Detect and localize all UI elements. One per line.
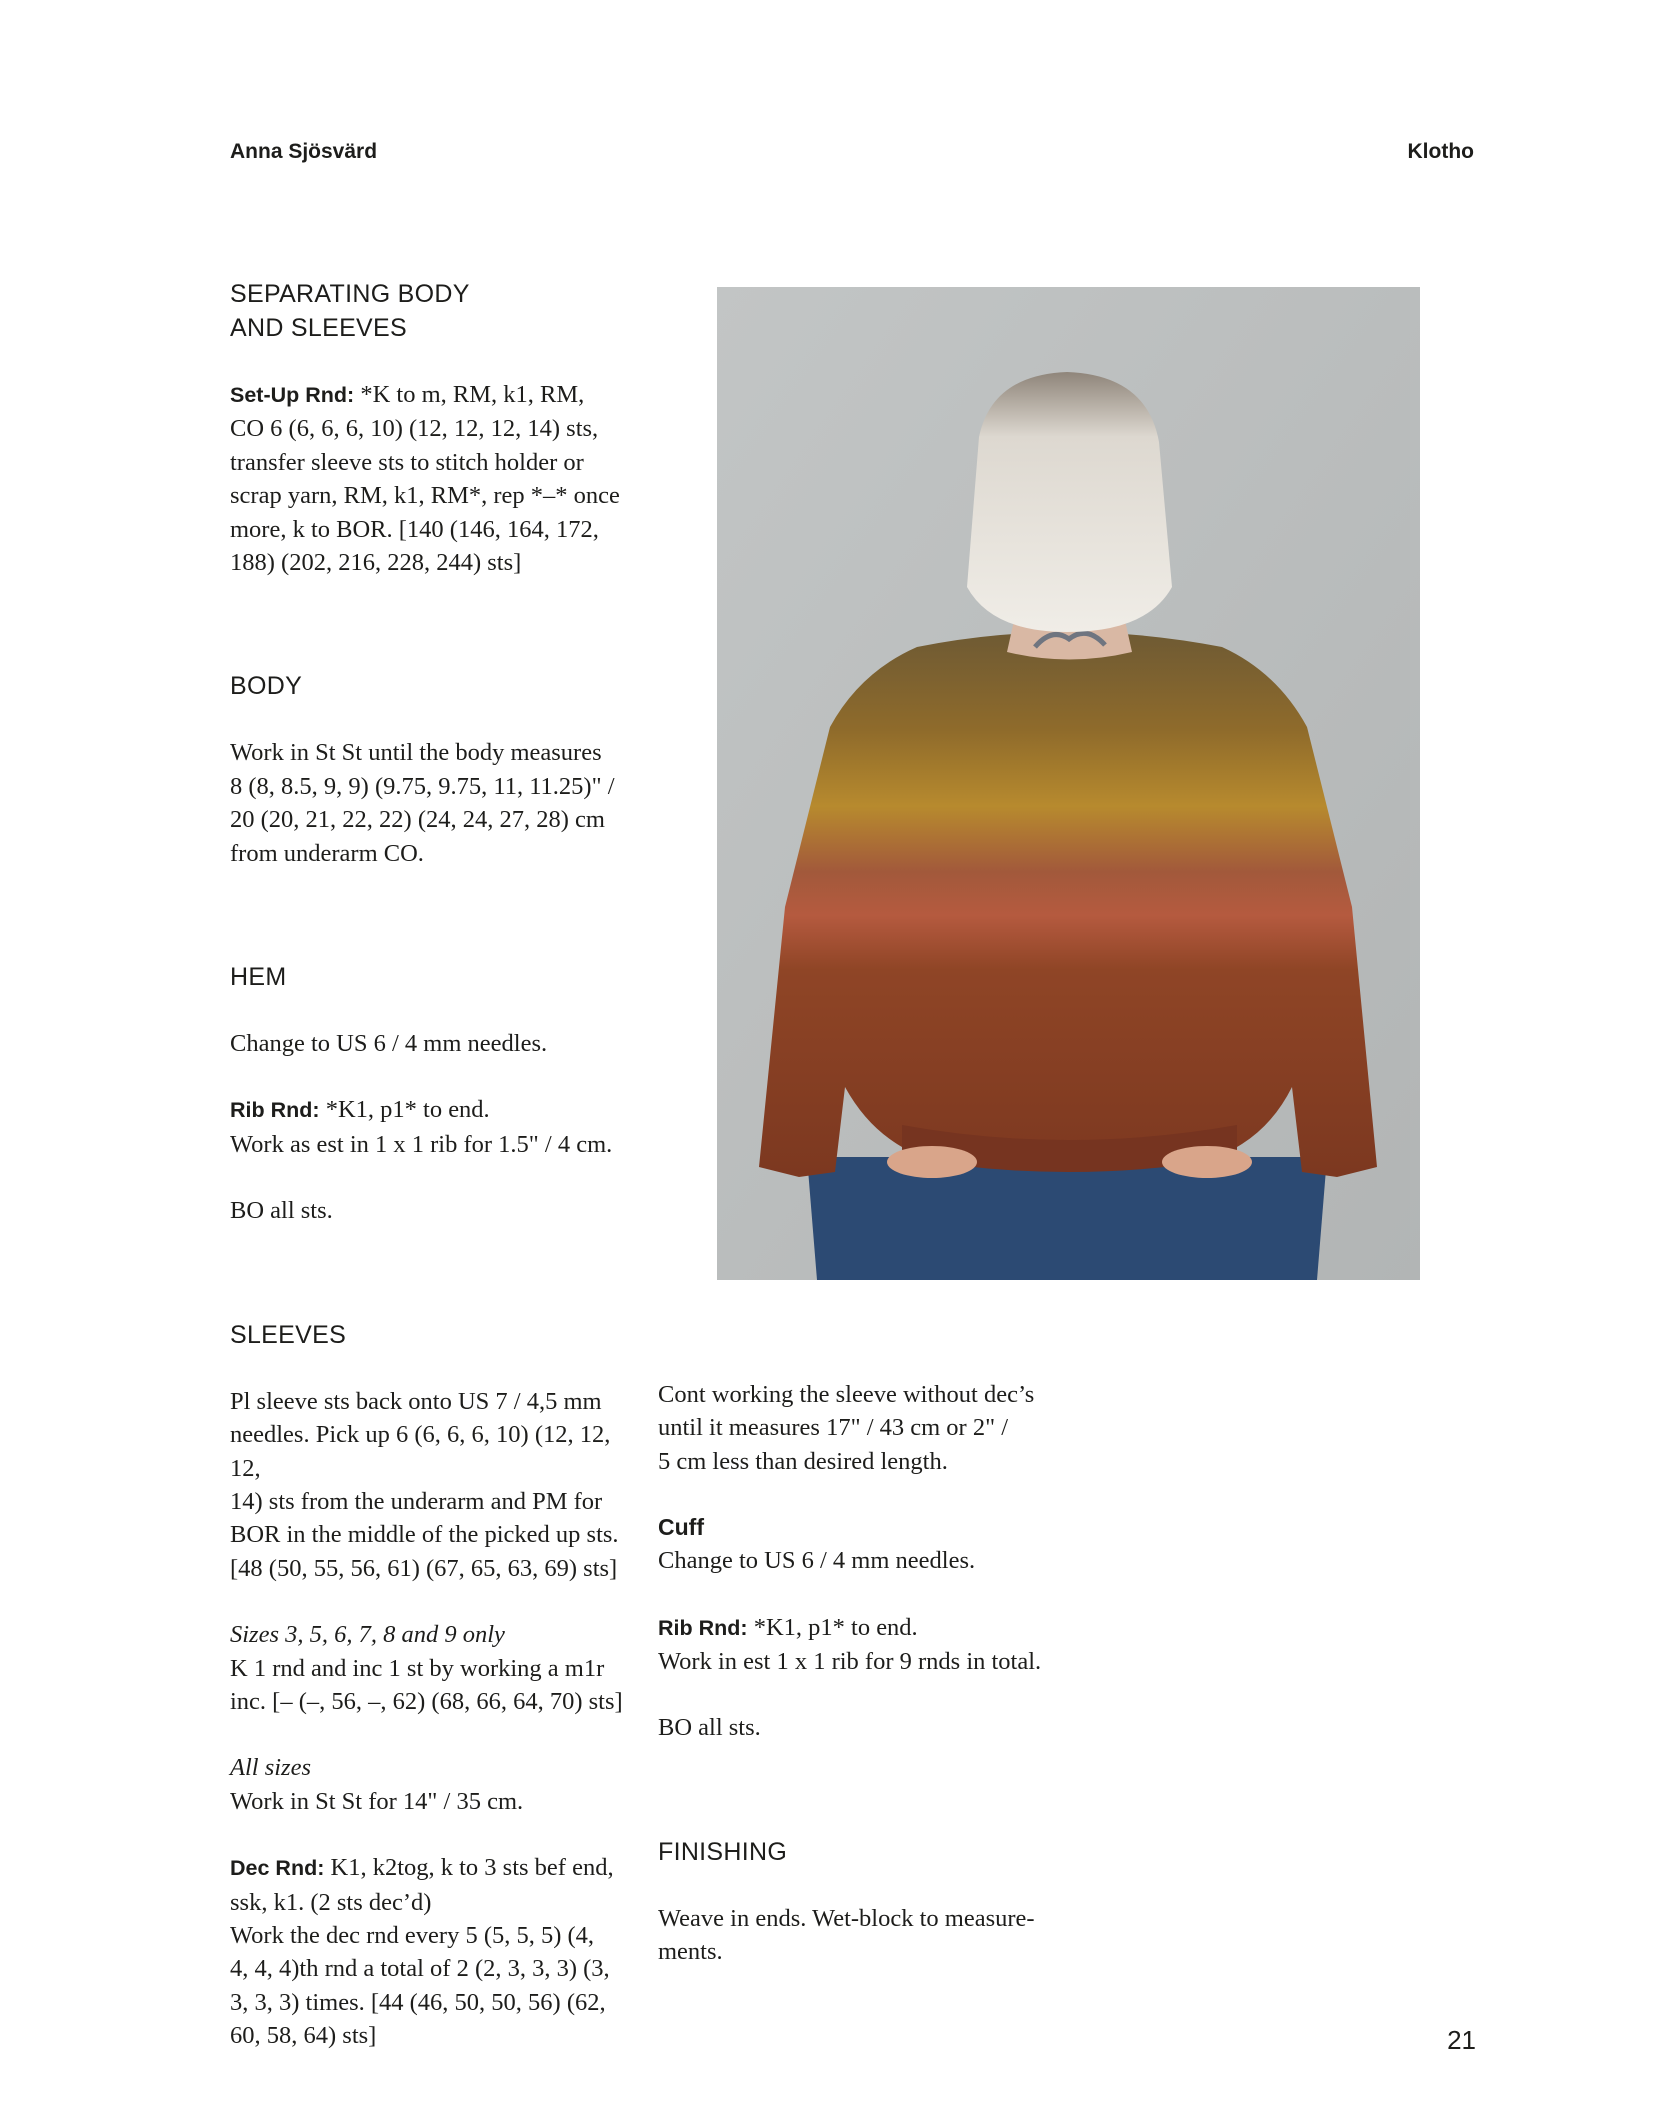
cuff-needles: Change to US 6 / 4 mm needles. (658, 1547, 976, 1575)
cuff-bo: BO all sts. (658, 1714, 761, 1742)
sweater-photo (717, 287, 1420, 1280)
hem-rib: Rib Rnd: *K1, p1* to end. Work as est in 1 x 1 rib for 1.5" / 4 cm. (230, 1096, 613, 1158)
hem-needles: Change to US 6 / 4 mm needles. (230, 1030, 548, 1058)
author-name: Anna Sjösvärd (230, 140, 378, 163)
cuff-rib: Rib Rnd: *K1, p1* to end. Work in est 1 x 1 rib for 9 rnds in total. (658, 1613, 1042, 1676)
separating-heading: SEPARATING BODY AND SLEEVES (230, 280, 470, 342)
right-column (658, 1378, 1078, 1969)
hem-heading: HEM (230, 963, 287, 992)
finishing-text: Weave in ends. Wet-block to measure- ments. (658, 1904, 1035, 1966)
sleeves-dec-rnd: Dec Rnd: K1, k2tog, k to 3 sts bef end, ssk, k1. (2 sts dec’d) Work the dec rnd every 5 (5, 5, 5) (4, 4, 4, 4)th rnd a total of 2 (2, 3, 3, 3) (3, 3, 3, 3) times. [44 (46, 50, 50, 56) (62, 60, 58, 64) sts] (230, 1854, 614, 2050)
sleeves-sizes: Sizes 3, 5, 6, 7, 8 and 9 only K 1 rnd and inc 1 st by working a m1r inc. [– (–, 56, –, 62) (68, 66, 64, 70) sts] (230, 1621, 623, 1715)
cuff-heading: Cuff (658, 1514, 704, 1541)
page-number: 21 (1447, 2025, 1476, 2055)
setup-rnd: Set-Up Rnd: *K to m, RM, k1, RM, CO 6 (6, 6, 6, 10) (12, 12, 12, 14) sts, transfer sleeve sts to stitch holder or scrap yarn, RM, k1, RM*, rep *–* once more, k to BOR. [140 (146, 164, 172, 188) (202, 216, 228, 244) sts] (230, 381, 620, 577)
hem-bo: BO all sts. (230, 1197, 333, 1225)
pattern-name: Klotho (1407, 140, 1474, 163)
finishing-heading: FINISHING (658, 1837, 788, 1866)
sweater-back-illustration (717, 287, 1420, 1280)
sleeves-heading: SLEEVES (230, 1320, 347, 1349)
body-heading: BODY (230, 672, 303, 701)
body-text: Work in St St until the body measures 8 (8, 8.5, 9, 9) (9.75, 9.75, 11, 11.25)" / 20 (20, 21, 22, 22) (24, 24, 27, 28) cm from underarm CO. (230, 739, 615, 867)
sleeves-all-sizes: All sizes Work in St St for 14" / 35 cm. (230, 1754, 524, 1815)
left-column (230, 277, 630, 2053)
sleeves-cont: Cont working the sleeve without dec’s until it measures 17" / 43 cm or 2" / 5 cm less than desired length. (658, 1381, 1035, 1475)
sleeves-pickup: Pl sleeve sts back onto US 7 / 4,5 mm needles. Pick up 6 (6, 6, 6, 10) (12, 12, 12, 14) sts from the underarm and PM for BOR in the middle of the picked up sts. [48 (50, 55, 56, 61) (67, 65, 63, 69) sts] (230, 1387, 619, 1582)
